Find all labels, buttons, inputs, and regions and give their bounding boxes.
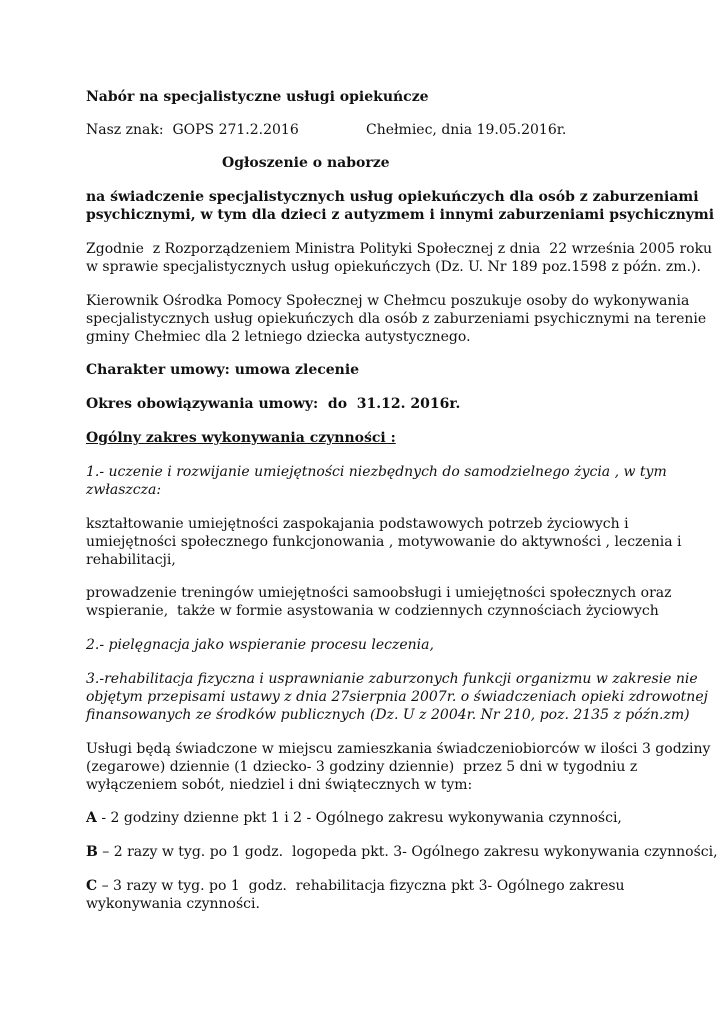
announcement-title: Ogłoszenie o naborze bbox=[222, 155, 390, 171]
scope-item-1-line-1: 1.- uczenie i rozwijanie umiejętności niezbędnych do samodzielnego życia , w tym bbox=[86, 464, 667, 480]
scope-item-3-line-3: finansowanych ze środków publicznych (Dz. U z 2004r. Nr 210, poz. 2135 z późn.zm) bbox=[86, 707, 690, 723]
scope-item-3-line-2: objętym przepisami ustawy z dnia 27sierpnia 2007r. o świadczeniach opieki zdrowotnej bbox=[86, 689, 708, 705]
services-line-2: (zegarowe) dziennie (1 dziecko- 3 godziny dziennie) przez 5 dni w tygodniu z bbox=[86, 759, 638, 775]
option-a-text: - 2 godziny dzienne pkt 1 i 2 - Ogólnego zakresu wykonywania czynności, bbox=[96, 810, 622, 826]
option-a-letter: A bbox=[86, 810, 97, 826]
subject-line-1: na świadczenie specjalistycznych usług opiekuńczych dla osób z zaburzeniami bbox=[86, 189, 699, 205]
legal-basis-line-2: w sprawie specjalistycznych usług opiekuńczych (Dz. U. Nr 189 poz.1598 z późn. zm.). bbox=[86, 259, 701, 275]
scope-paragraph-2-line-1: prowadzenie treningów umiejętności samoobsługi i umiejętności społecznych oraz bbox=[86, 585, 672, 601]
document-heading: Nabór na specjalistyczne usługi opiekuńcze bbox=[86, 89, 429, 105]
scope-paragraph-1-line-3: rehabilitacji, bbox=[86, 552, 176, 568]
scope-item-1-line-2: zwłaszcza: bbox=[86, 482, 162, 498]
reference-number: Nasz znak: GOPS 271.2.2016 bbox=[86, 122, 299, 138]
scope-paragraph-1-line-1: kształtowanie umiejętności zaspokajania podstawowych potrzeb życiowych i bbox=[86, 516, 629, 532]
scope-heading: Ogólny zakres wykonywania czynności : bbox=[86, 430, 396, 446]
option-c-text: – 3 razy w tyg. po 1 godz. rehabilitacja fizyczna pkt 3- Ogólnego zakresu bbox=[97, 878, 625, 894]
option-b bbox=[86, 843, 718, 861]
option-b-letter: B bbox=[86, 844, 98, 860]
intro-line-1: Kierownik Ośrodka Pomocy Społecznej w Chełmcu poszukuje osoby do wykonywania bbox=[86, 293, 690, 309]
contract-type: Charakter umowy: umowa zlecenie bbox=[86, 362, 360, 378]
legal-basis-line-1: Zgodnie z Rozporządzeniem Ministra Polityki Społecznej z dnia 22 września 2005 roku bbox=[86, 241, 713, 257]
scope-paragraph-2-line-2: wspieranie, także w formie asystowania w codziennych czynnościach życiowych bbox=[86, 603, 659, 619]
services-line-3: wyłączeniem sobót, niedziel i dni świątecznych w tym: bbox=[86, 777, 473, 793]
option-c bbox=[86, 877, 625, 895]
contract-period: Okres obowiązywania umowy: do 31.12. 2016r. bbox=[86, 396, 461, 412]
scope-paragraph-1-line-2: umiejętności społecznego funkcjonowania , motywowanie do aktywności , leczenia i bbox=[86, 534, 682, 550]
option-b-text: – 2 razy w tyg. po 1 godz. logopeda pkt. 3- Ogólnego zakresu wykonywania czynności, bbox=[97, 844, 718, 860]
option-a bbox=[86, 809, 622, 827]
services-line-1: Usługi będą świadczone w miejscu zamieszkania świadczeniobiorców w ilości 3 godziny bbox=[86, 741, 711, 757]
subject-line-2: psychicznymi, w tym dla dzieci z autyzmem i innymi zaburzeniami psychicznymi bbox=[86, 207, 715, 223]
place-date: Chełmiec, dnia 19.05.2016r. bbox=[366, 122, 567, 138]
scope-item-3-line-1: 3.-rehabilitacja fizyczna i usprawnianie zaburzonych funkcji organizmu w zakresie nie bbox=[86, 671, 698, 687]
intro-line-3: gminy Chełmiec dla 2 letniego dziecka autystycznego. bbox=[86, 329, 471, 345]
intro-line-2: specjalistycznych usług opiekuńczych dla osób z zaburzeniami psychicznymi na terenie bbox=[86, 311, 707, 327]
option-c-text-continued: wykonywania czynności. bbox=[86, 896, 260, 912]
option-c-letter: C bbox=[86, 878, 98, 894]
scope-item-2: 2.- pielęgnacja jako wspieranie procesu leczenia, bbox=[86, 637, 434, 653]
